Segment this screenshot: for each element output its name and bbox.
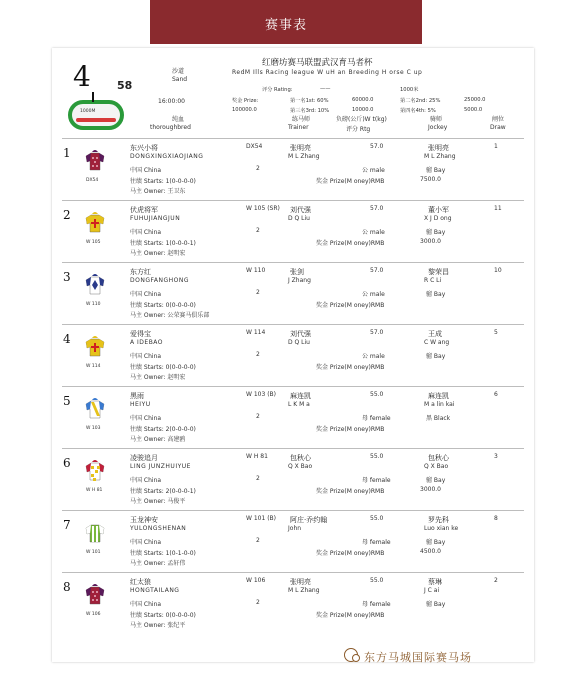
prize-label: 奖金 Prize:: [232, 98, 259, 104]
placing-3: 第三名3rd: 10%: [290, 108, 330, 114]
jockey-silk-icon: [84, 148, 106, 172]
horse-country: 中国 China: [130, 415, 162, 422]
jockey-silk-icon: [84, 396, 106, 420]
horse-color: 骝 Bay: [426, 167, 446, 174]
draw: 3: [494, 453, 498, 460]
surface-cn: 沙道: [172, 68, 185, 75]
horse-country: 中国 China: [130, 601, 162, 608]
trainer-cn: 麻连凯: [290, 392, 311, 400]
horse-country: 中国 China: [130, 229, 162, 236]
trainer-cn: 刘代强: [290, 206, 311, 214]
prize-label: 奖金 Prize(M oney)RMB: [316, 364, 385, 371]
watermark-text: 东方马城国际赛马场: [364, 651, 472, 664]
placing-1: 第一名1st: 60%: [290, 98, 329, 104]
distance-label: 1000米: [400, 87, 419, 93]
prize-amount: 3000.0: [420, 238, 441, 245]
col-horse-en: thoroughbred: [150, 124, 191, 131]
placing-4-amount: 5000.0: [464, 107, 483, 113]
jockey-en: M a lin kai: [424, 401, 455, 408]
horse-form: 往绩 Starts: 1(0-1-0-0): [130, 550, 196, 557]
horse-form: 往绩 Starts: 0(0-0-0-0): [130, 612, 196, 619]
row-divider: [62, 200, 524, 201]
horse-owner: 马主 Owner: 赵明宏: [130, 374, 186, 381]
horse-name-en: DONGXINGXIAOJIANG: [130, 153, 204, 160]
placing-1-amount: 60000.0: [352, 97, 374, 103]
horse-owner: 马主 Owner: 马俊平: [130, 498, 186, 505]
surface-en: Sand: [172, 76, 188, 83]
horse-age: 2: [256, 475, 260, 482]
horse-number: 6: [63, 456, 71, 470]
jockey-en: X J D ong: [424, 215, 452, 222]
prize-label: 奖金 Prize(M oney)RMB: [316, 178, 385, 185]
trainer-en: J Zhang: [288, 277, 311, 284]
sex: 母 female: [362, 415, 391, 422]
horse-age: 2: [256, 289, 260, 296]
jockey-silk-icon: [84, 334, 106, 358]
horse-age: 2: [256, 537, 260, 544]
placing-4: 第四名4th: 5%: [400, 108, 436, 114]
row-divider: [62, 448, 524, 449]
placing-2: 第二名2nd: 25%: [400, 98, 441, 104]
silk-code: DX54: [86, 178, 99, 183]
silk-code: W 105: [86, 240, 101, 245]
horse-name-en: YULONGSHENAN: [130, 525, 187, 532]
weight: 55.0: [370, 391, 384, 398]
jockey-en: R C Li: [424, 277, 442, 284]
race-time: 16:00:00: [158, 98, 185, 105]
rating-value: ——: [320, 86, 331, 92]
horse-age: 2: [256, 351, 260, 358]
race-distance: 58: [117, 79, 133, 92]
horse-number: 3: [63, 270, 71, 284]
horse-age: 2: [256, 413, 260, 420]
horse-name-en: LING JUNZHUIYUE: [130, 463, 191, 470]
draw: 5: [494, 329, 498, 336]
trainer-cn: 包秋心: [290, 454, 311, 462]
weight: 55.0: [370, 577, 384, 584]
horse-name-cn: 凌骏追月: [130, 454, 158, 462]
row-divider: [62, 386, 524, 387]
jockey-en: Luo xian ke: [424, 525, 459, 532]
header-bar: [150, 0, 422, 44]
race-title-cn: 红磨坊赛马联盟武汉育马者杯: [262, 58, 373, 68]
prize-label: 奖金 Prize(M oney)RMB: [316, 426, 385, 433]
horse-color: 骝 Bay: [426, 229, 446, 236]
col-weight-en: 评分 Rtg: [346, 126, 371, 133]
horse-color: 骝 Bay: [426, 601, 446, 608]
horse-country: 中国 China: [130, 353, 162, 360]
jockey-cn: 张明亮: [428, 144, 449, 152]
sex: 公 male: [362, 229, 385, 236]
draw: 10: [494, 267, 502, 274]
horse-color: 骝 Bay: [426, 477, 446, 484]
trainer-en: D Q Liu: [288, 339, 310, 346]
weight: 57.0: [370, 143, 384, 150]
row-divider: [62, 572, 524, 573]
horse-age: 2: [256, 599, 260, 606]
jockey-en: J C ai: [424, 587, 440, 594]
horse-age: 2: [256, 165, 260, 172]
horse-name-cn: 爱得宝: [130, 330, 151, 338]
horse-name-en: HONGTAILANG: [130, 587, 180, 594]
jockey-silk-icon: [84, 582, 106, 606]
horse-form: 往绩 Starts: 0(0-0-0-0): [130, 364, 196, 371]
horse-number: 1: [63, 146, 71, 160]
trainer-en: Q X Bao: [288, 463, 313, 470]
silk-code: W 106: [86, 612, 101, 617]
horse-country: 中国 China: [130, 167, 162, 174]
trainer-en: L K M a: [288, 401, 310, 408]
rating-label: 评分 Rating:: [262, 87, 293, 93]
horse-number: 5: [63, 394, 71, 408]
sex: 母 female: [362, 539, 391, 546]
silk-code: W 101: [86, 550, 101, 555]
col-jockey-en: Jockey: [428, 124, 448, 131]
silk-code: W 110: [86, 302, 101, 307]
jockey-en: C W ang: [424, 339, 450, 346]
horse-country: 中国 China: [130, 539, 162, 546]
horse-owner: 马主 Owner: 王卫东: [130, 188, 186, 195]
horse-country: 中国 China: [130, 291, 162, 298]
trainer-en: M L Zhang: [288, 587, 320, 594]
horse-code: W H 81: [246, 453, 268, 460]
horse-owner: 马主 Owner: 张纪平: [130, 622, 186, 629]
col-weight-cn: 负磅(公斤)W t(kg): [336, 116, 387, 123]
placing-3-amount: 10000.0: [352, 107, 374, 113]
horse-form: 往绩 Starts: 2(0-0-0-0): [130, 426, 196, 433]
silk-code: W H 81: [86, 488, 103, 493]
jockey-en: Q X Bao: [424, 463, 449, 470]
jockey-silk-icon: [84, 210, 106, 234]
horse-code: W 114: [246, 329, 266, 336]
page-title: 赛事表: [264, 18, 307, 33]
row-divider: [62, 262, 524, 263]
horse-code: W 105 (SR): [246, 205, 280, 212]
jockey-cn: 包秋心: [428, 454, 449, 462]
track-diagram: [68, 100, 124, 130]
horse-number: 8: [63, 580, 71, 594]
prize-label: 奖金 Prize(M oney)RMB: [316, 240, 385, 247]
horse-form: 往绩 Starts: 0(0-0-0-0): [130, 302, 196, 309]
col-horse-cn: 纯血: [172, 116, 185, 123]
horse-name-cn: 东兴小将: [130, 144, 158, 152]
col-trainer-cn: 练马师: [292, 116, 311, 123]
horse-name-en: HEIYU: [130, 401, 151, 408]
horse-name-en: A IDEBAO: [130, 339, 164, 346]
horse-country: 中国 China: [130, 477, 162, 484]
trainer-cn: 张剑: [290, 268, 304, 276]
horse-form: 往绩 Starts: 2(0-0-0-1): [130, 488, 196, 495]
horse-owner: 马主 Owner: 高建鸥: [130, 436, 186, 443]
jockey-cn: 麻连凯: [428, 392, 449, 400]
draw: 2: [494, 577, 498, 584]
draw: 6: [494, 391, 498, 398]
weight: 57.0: [370, 267, 384, 274]
jockey-cn: 罗先科: [428, 516, 449, 524]
horse-name-cn: 黑雨: [130, 392, 144, 400]
trainer-cn: 张明亮: [290, 578, 311, 586]
trainer-cn: 阿庄·乔约翰: [290, 516, 328, 524]
draw: 8: [494, 515, 498, 522]
prize-amount: 7500.0: [420, 176, 441, 183]
sex: 公 male: [362, 167, 385, 174]
horse-name-en: DONGFANGHONG: [130, 277, 189, 284]
prize-amount: 3000.0: [420, 486, 441, 493]
horse-name-cn: 伏虎将军: [130, 206, 158, 214]
horse-name-cn: 东方红: [130, 268, 151, 276]
horse-color: 骝 Bay: [426, 291, 446, 298]
horse-code: W 103 (B): [246, 391, 276, 398]
horse-form: 往绩 Starts: 1(0-0-0-1): [130, 240, 196, 247]
sex: 母 female: [362, 601, 391, 608]
horse-age: 2: [256, 227, 260, 234]
horse-owner: 马主 Owner: 赵明宏: [130, 250, 186, 257]
prize-label: 奖金 Prize(M oney)RMB: [316, 302, 385, 309]
horse-color: 骝 Bay: [426, 539, 446, 546]
race-number: 4: [73, 60, 91, 93]
weight: 57.0: [370, 329, 384, 336]
jockey-cn: 黎荣昌: [428, 268, 449, 276]
track-start-marker: [92, 92, 94, 102]
horse-color: 骝 Bay: [426, 353, 446, 360]
trainer-cn: 张明亮: [290, 144, 311, 152]
horse-number: 4: [63, 332, 71, 346]
track-distance-label: 1000M: [80, 109, 96, 114]
sex: 母 female: [362, 477, 391, 484]
watermark-icon: [344, 648, 358, 662]
sex: 公 male: [362, 353, 385, 360]
draw: 1: [494, 143, 498, 150]
horse-code: W 106: [246, 577, 266, 584]
placing-2-amount: 25000.0: [464, 97, 486, 103]
prize-value: 100000.0: [232, 107, 257, 113]
col-draw-cn: 闸位: [492, 116, 505, 123]
horse-owner: 马主 Owner: 公荣赛马俱乐部: [130, 312, 210, 319]
race-card-sheet: [52, 48, 534, 662]
jockey-silk-icon: [84, 520, 106, 544]
row-divider: [62, 510, 524, 511]
silk-code: W 103: [86, 426, 101, 431]
horse-owner: 马主 Owner: 孟轩伟: [130, 560, 186, 567]
weight: 57.0: [370, 205, 384, 212]
draw: 11: [494, 205, 502, 212]
trainer-en: John: [288, 525, 302, 532]
horse-name-en: FUHUJIANGJUN: [130, 215, 181, 222]
sex: 公 male: [362, 291, 385, 298]
row-divider: [62, 324, 524, 325]
jockey-silk-icon: [84, 458, 106, 482]
trainer-en: D Q Liu: [288, 215, 310, 222]
horse-code: DX54: [246, 143, 263, 150]
trainer-en: M L Zhang: [288, 153, 320, 160]
jockey-cn: 蔡琳: [428, 578, 442, 586]
jockey-cn: 董小军: [428, 206, 449, 214]
col-jockey-cn: 骑师: [430, 116, 443, 123]
prize-label: 奖金 Prize(M oney)RMB: [316, 488, 385, 495]
prize-amount: 4500.0: [420, 548, 441, 555]
horse-form: 往绩 Starts: 1(0-0-0-0): [130, 178, 196, 185]
col-trainer-en: Trainer: [288, 124, 309, 131]
horse-number: 2: [63, 208, 71, 222]
horse-name-cn: 玉龙神安: [130, 516, 158, 524]
horse-number: 7: [63, 518, 71, 532]
horse-code: W 101 (B): [246, 515, 276, 522]
prize-label: 奖金 Prize(M oney)RMB: [316, 612, 385, 619]
jockey-silk-icon: [84, 272, 106, 296]
silk-code: W 114: [86, 364, 101, 369]
jockey-cn: 王成: [428, 330, 442, 338]
row-divider: [62, 138, 524, 139]
race-title-en: RedM Ills Racing league W uH an Breeding H orse C up: [232, 69, 423, 76]
weight: 55.0: [370, 515, 384, 522]
prize-label: 奖金 Prize(M oney)RMB: [316, 550, 385, 557]
horse-code: W 110: [246, 267, 266, 274]
horse-name-cn: 红太狼: [130, 578, 151, 586]
horse-color: 黑 Black: [426, 415, 451, 422]
trainer-cn: 刘代强: [290, 330, 311, 338]
weight: 55.0: [370, 453, 384, 460]
col-draw-en: Draw: [490, 124, 506, 131]
jockey-en: M L Zhang: [424, 153, 456, 160]
